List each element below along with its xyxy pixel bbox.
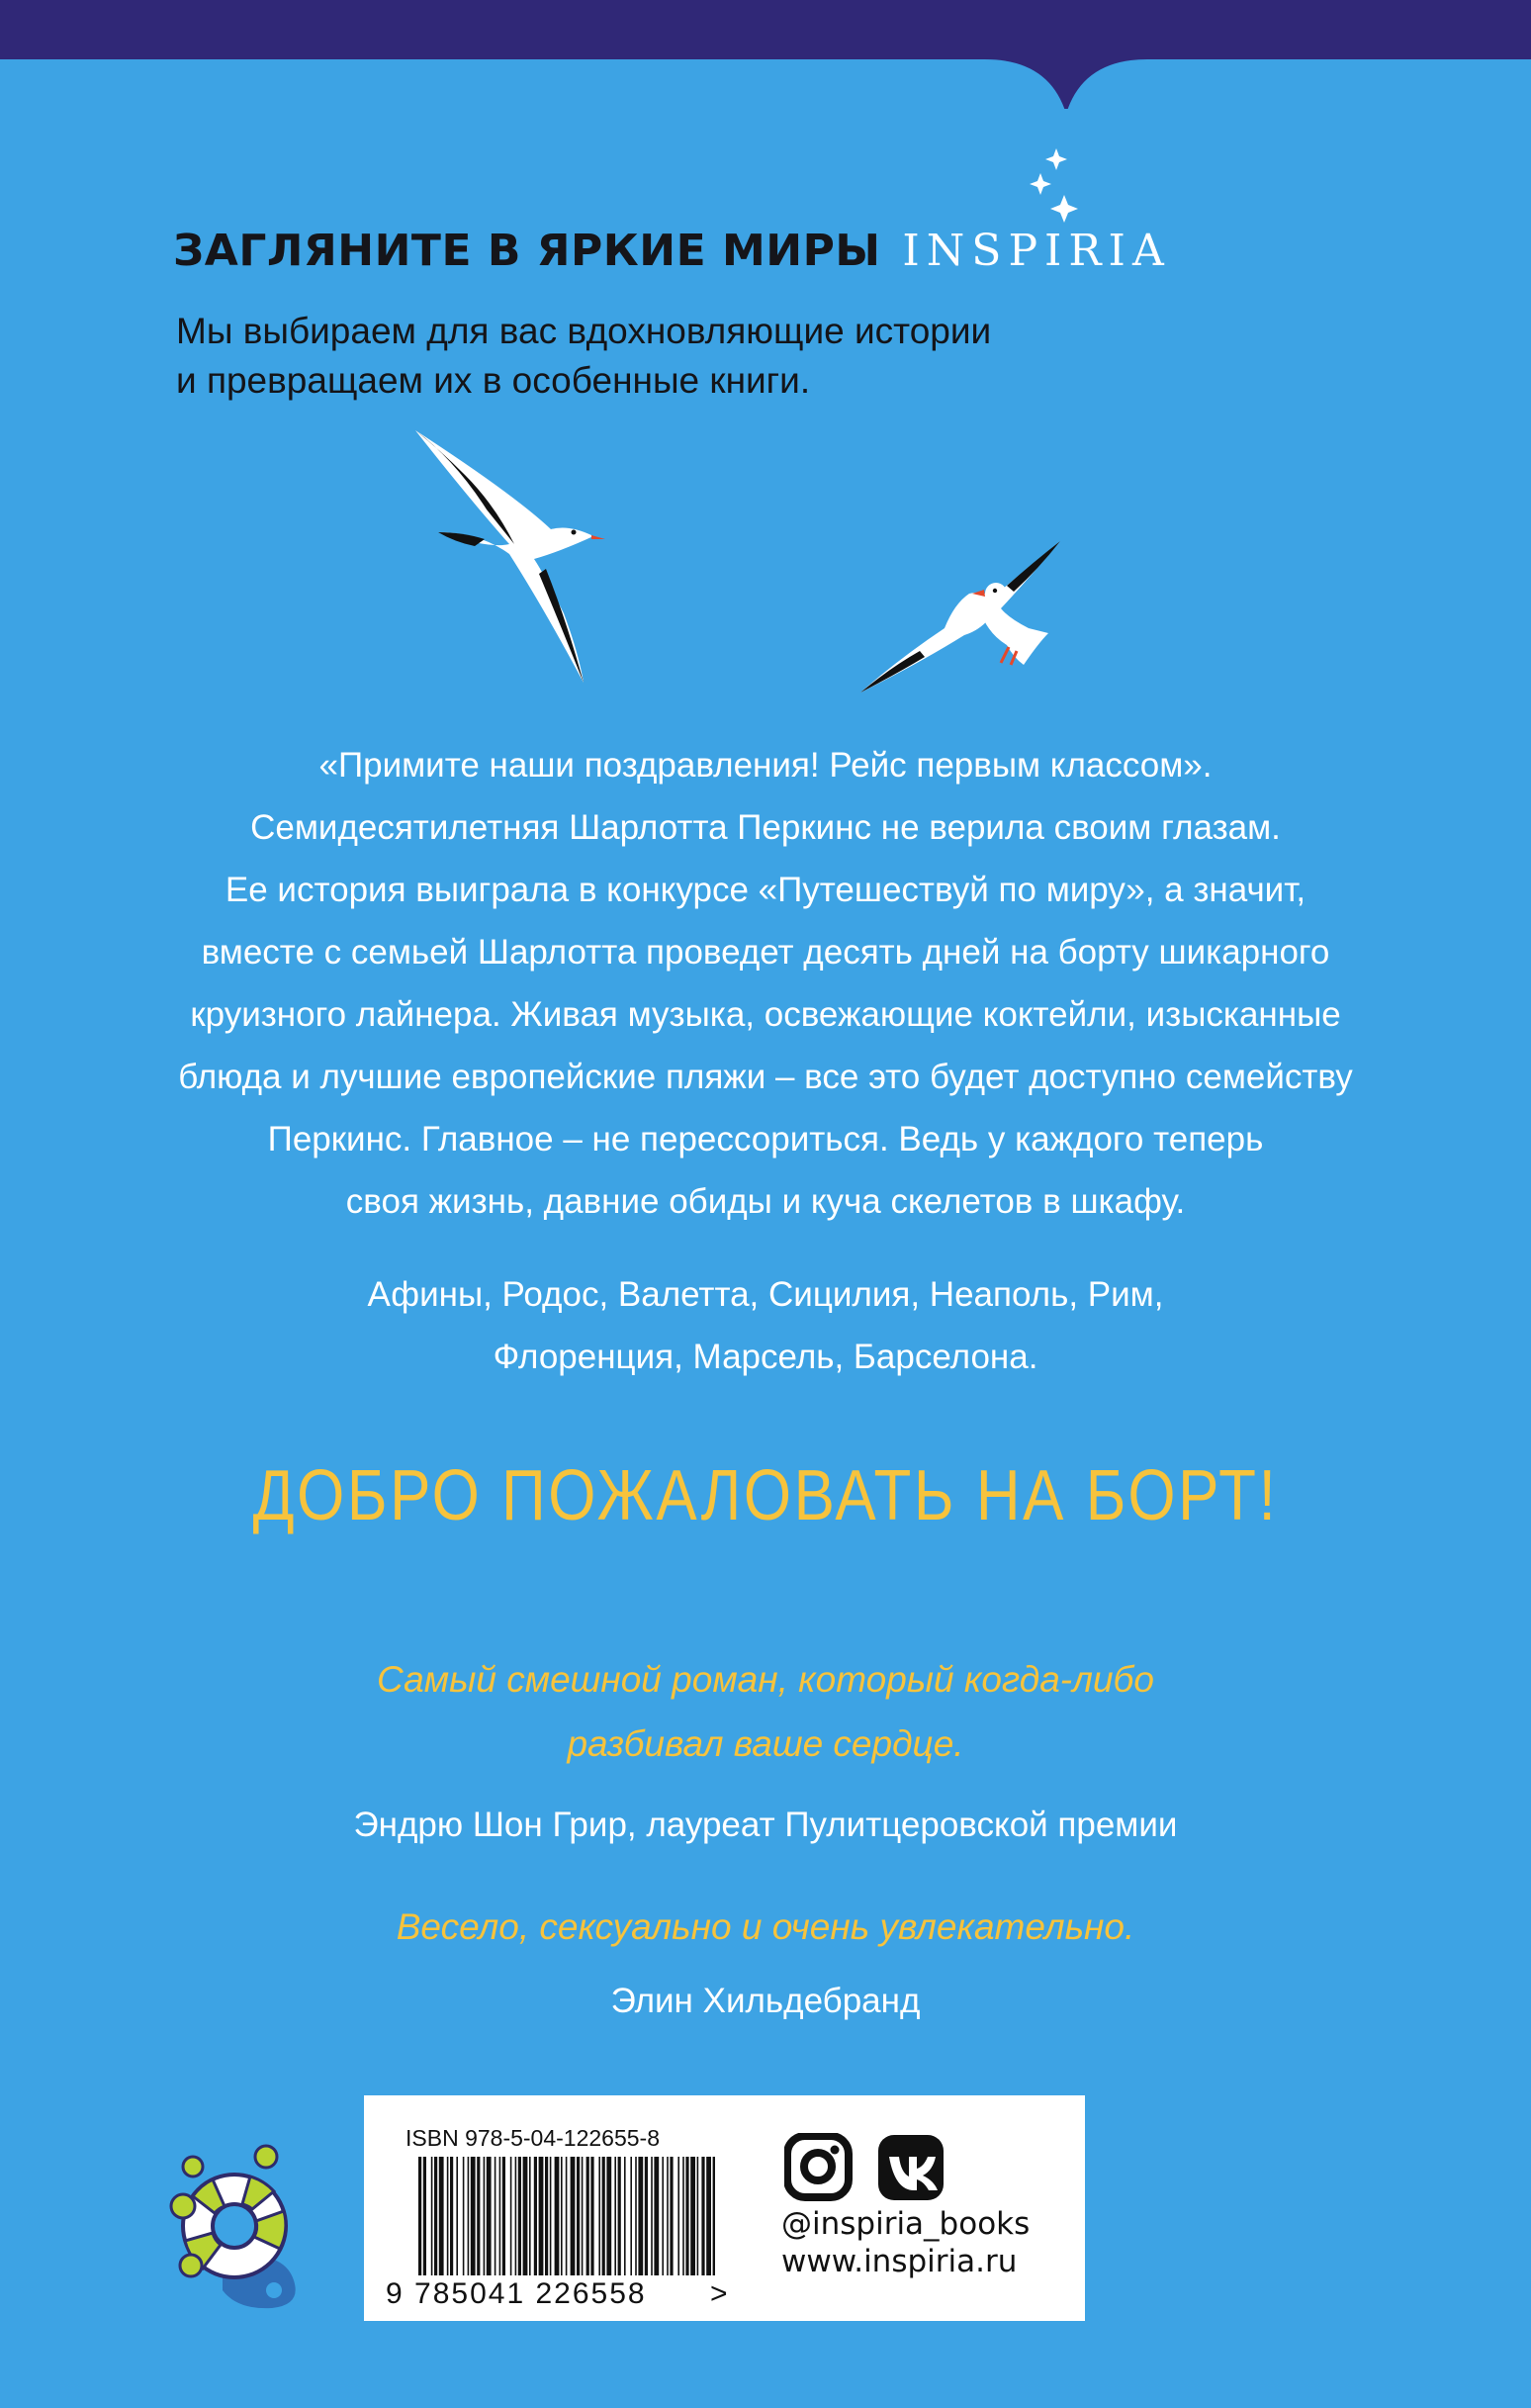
lifebuoy-mascot-icon bbox=[163, 2142, 321, 2310]
review-quote-line: разбивал ваше сердце. bbox=[567, 1723, 964, 1764]
description-line: Перкинс. Главное – не перессориться. Ведь у каждого теперь bbox=[267, 1120, 1264, 1158]
tagline-line: Мы выбираем для вас вдохновляющие истории bbox=[176, 311, 992, 351]
barcode-digits: 9 785041 226558 bbox=[386, 2277, 647, 2310]
social-handle[interactable]: @inspiria_books bbox=[781, 2206, 1031, 2242]
review-author: Эндрю Шон Грир, лауреат Пулитцеровской премии bbox=[353, 1806, 1178, 1844]
cities-list bbox=[0, 1263, 1531, 1388]
description-line: «Примите наши поздравления! Рейс первым классом». bbox=[318, 746, 1213, 785]
series-heading: ЗАГЛЯНИТЕ В ЯРКИЕ МИРЫ bbox=[173, 226, 881, 276]
cities-line: Флоренция, Марсель, Барселона. bbox=[493, 1338, 1038, 1376]
welcome-banner: ДОБРО ПОЖАЛОВАТЬ НА БОРТ! bbox=[252, 1456, 1279, 1535]
book-description bbox=[0, 734, 1531, 1233]
website-link[interactable]: www.inspiria.ru bbox=[781, 2244, 1018, 2279]
sparkle-icon bbox=[1027, 143, 1086, 228]
description-line: Ее история выиграла в конкурсе «Путешествуй по миру», а значит, bbox=[225, 871, 1306, 909]
description-line: круизного лайнера. Живая музыка, освежающие коктейли, изысканные bbox=[190, 995, 1341, 1034]
tagline-line: и превращаем их в особенные книги. bbox=[176, 360, 811, 401]
instagram-icon[interactable] bbox=[787, 2136, 849, 2197]
review-quote-line: Самый смешной роман, который когда-либо bbox=[377, 1659, 1154, 1700]
brand-heading bbox=[173, 226, 1171, 276]
description-line: вместе с семьей Шарлотта проведет десять дней на борту шикарного bbox=[201, 933, 1330, 972]
barcode-arrow: > bbox=[710, 2277, 728, 2310]
review-quote bbox=[0, 1647, 1531, 1776]
isbn-box bbox=[364, 2095, 1085, 2321]
isbn-number: ISBN 978-5-04-122655-8 bbox=[405, 2125, 660, 2151]
inspiria-logo: INSPIRIA bbox=[902, 226, 1171, 276]
barcode-icon bbox=[418, 2157, 715, 2275]
review-quote bbox=[0, 1895, 1531, 1959]
top-band bbox=[0, 0, 1531, 109]
cities-line: Афины, Родос, Валетта, Сицилия, Неаполь, Рим, bbox=[367, 1275, 1164, 1314]
description-line: Семидесятилетняя Шарлотта Перкинс не верила своим глазам. bbox=[250, 808, 1281, 847]
seagulls-illustration bbox=[396, 416, 1088, 702]
tagline bbox=[176, 307, 1264, 406]
seagull-icon bbox=[860, 541, 1060, 693]
review-author: Элин Хильдебранд bbox=[610, 1982, 921, 2020]
vk-icon[interactable] bbox=[878, 2135, 944, 2200]
description-line: блюда и лучшие европейские пляжи – все это будет доступно семейству bbox=[178, 1058, 1353, 1096]
description-line: своя жизнь, давние обиды и куча скелетов в шкафу. bbox=[345, 1182, 1186, 1221]
review-quote-line: Весело, сексуально и очень увлекательно. bbox=[396, 1906, 1135, 1947]
seagull-icon bbox=[415, 430, 605, 683]
